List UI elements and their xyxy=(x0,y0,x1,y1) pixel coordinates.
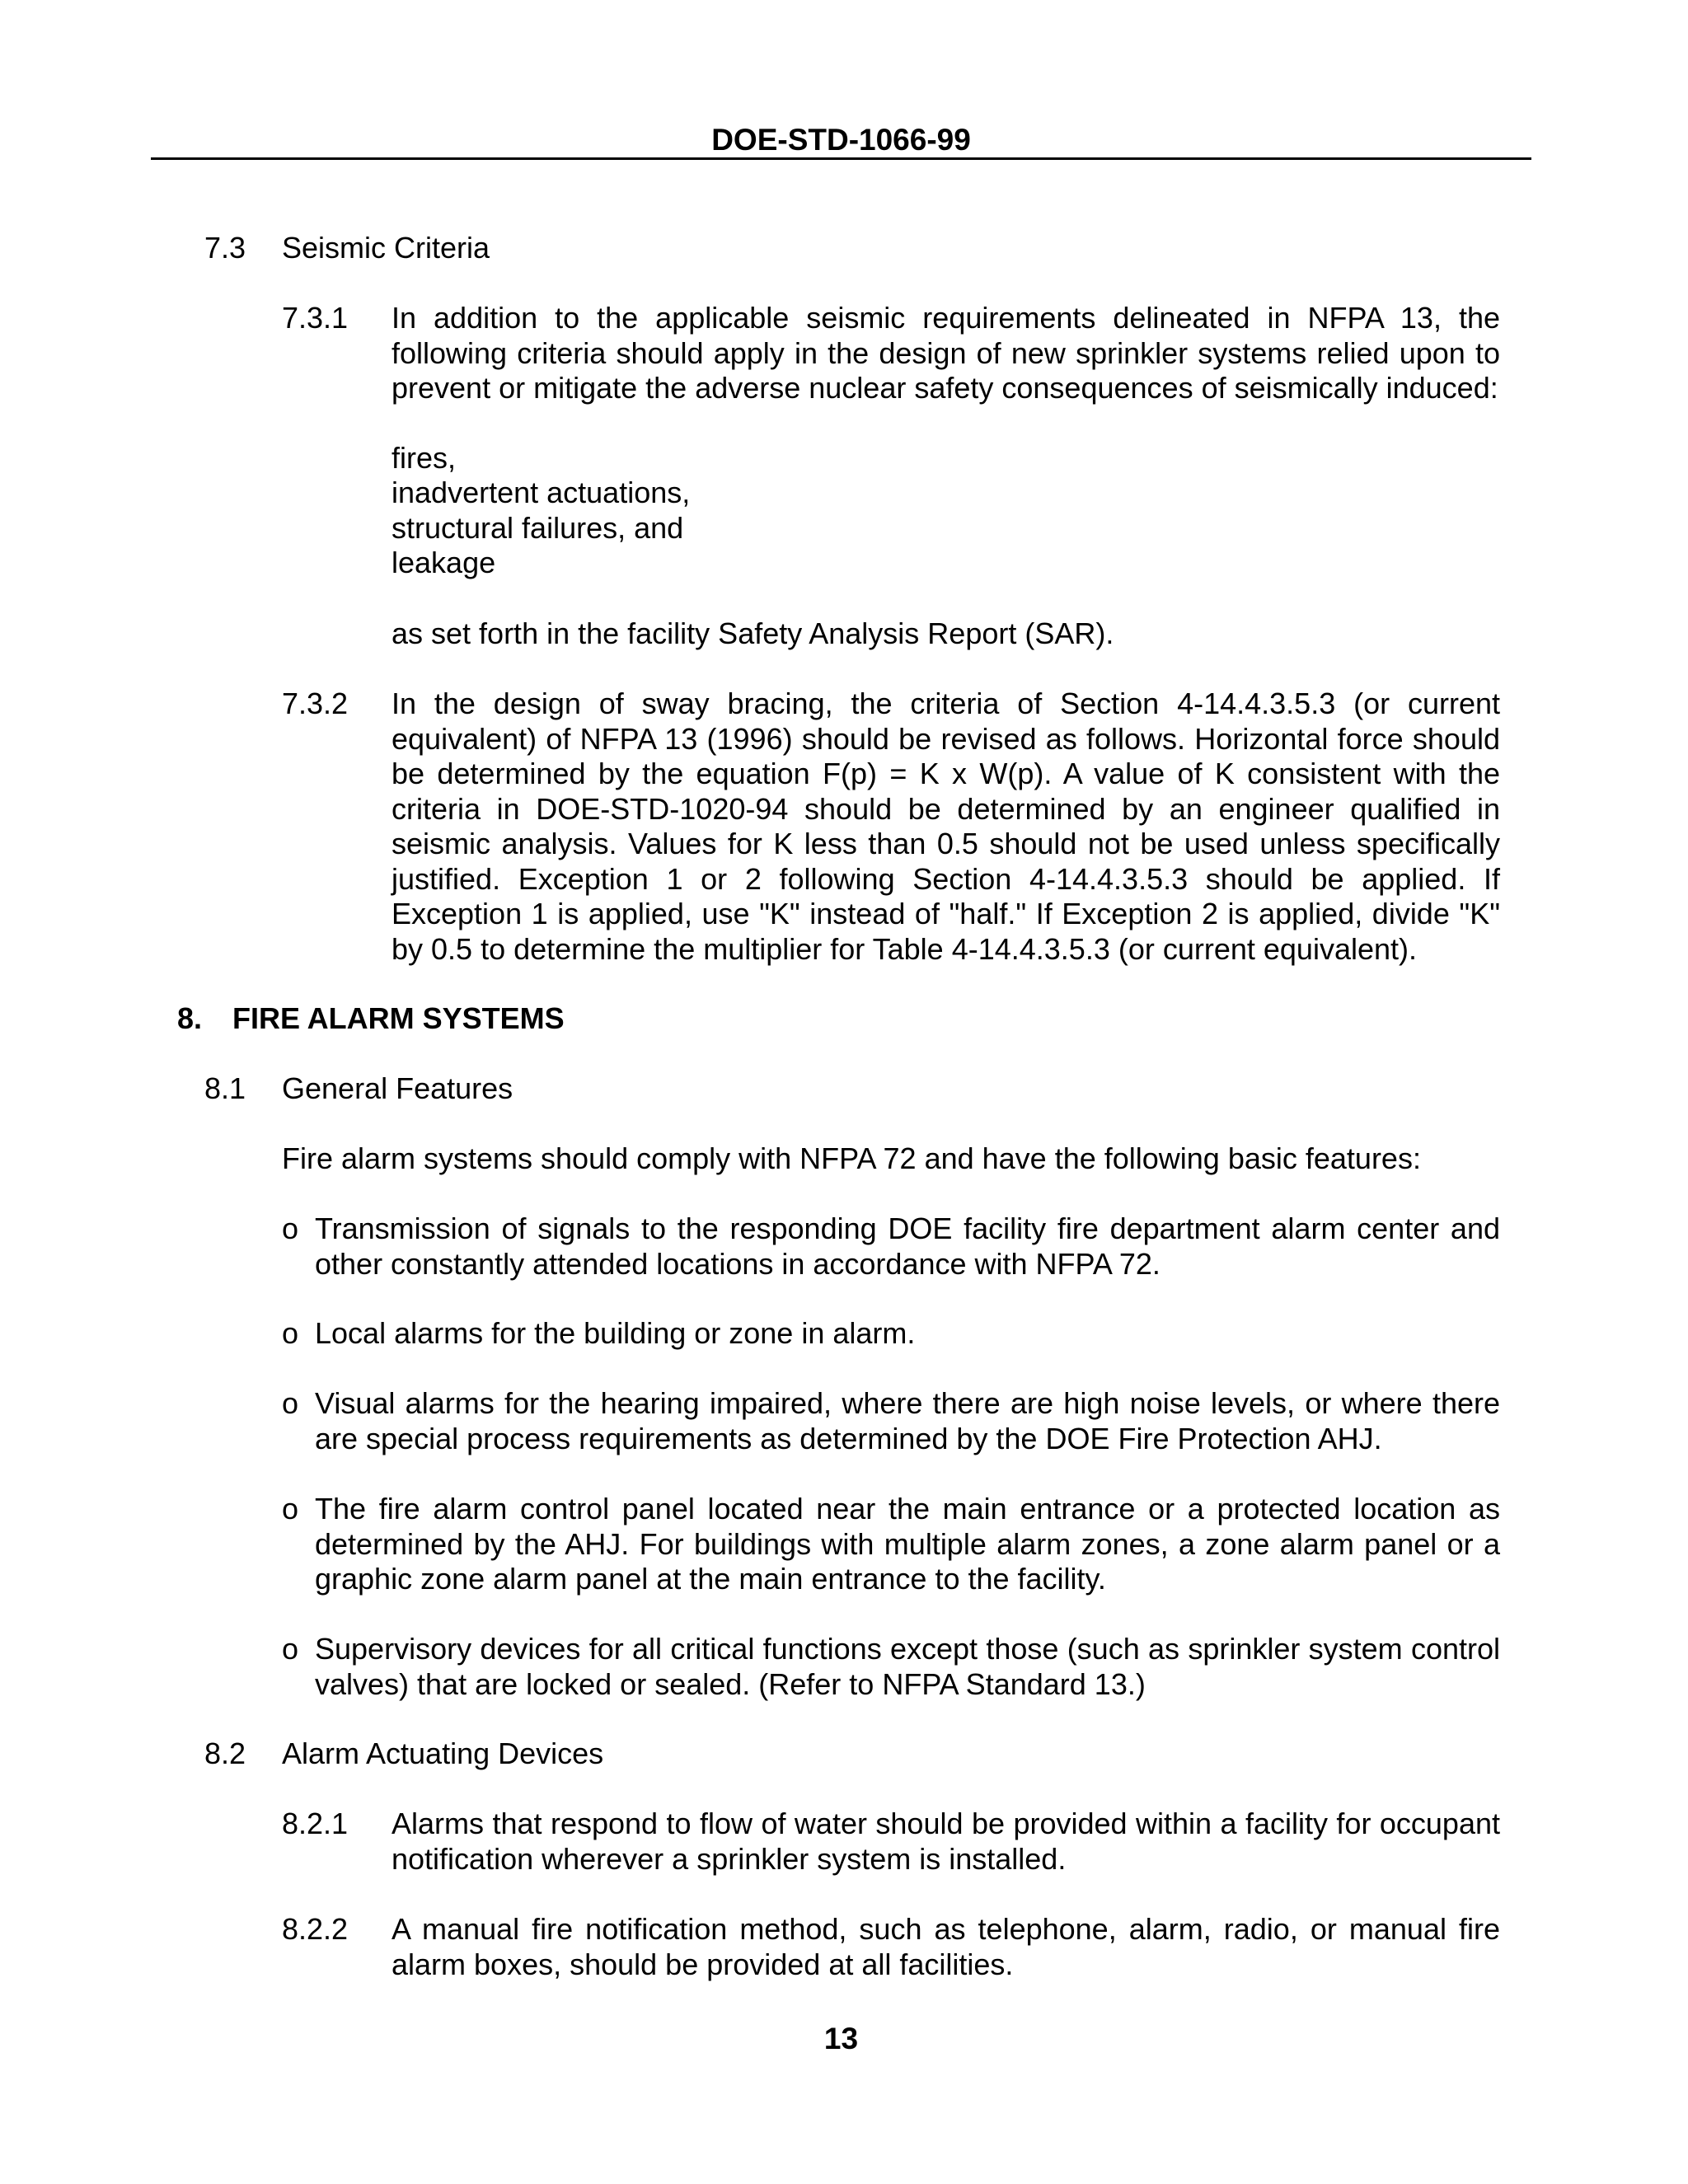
paragraph-number: 7.3.1 xyxy=(282,301,349,335)
paragraph-text: Alarms that respond to flow of water should be provided within a facility for occupant notification wherever a sprinkler system is installed. xyxy=(392,1807,1500,1876)
paragraph-text: In addition to the applicable seismic requirements delineated in NFPA 13, the following criteria should apply in the design of new sprinkler systems relied upon to prevent or mitigate the adverse nuclear safety consequences of seismically induced: xyxy=(392,301,1500,405)
section-number: 7.3 xyxy=(204,231,246,265)
paragraph-text: A manual fire notification method, such as telephone, alarm, radio, or manual fire alarm boxes, should be provided at all facilities. xyxy=(392,1912,1500,1981)
bullet-marker: o xyxy=(282,1316,299,1350)
section-title: Seismic Criteria xyxy=(282,231,490,265)
bullet-text: The fire alarm control panel located near the main entrance or a protected location as determined by the AHJ. For buildings with multiple alarm zones, a zone alarm panel or a graphic zone alarm panel at the main entrance to the facility. xyxy=(315,1492,1500,1596)
paragraph-number: 8.2.2 xyxy=(282,1912,349,1946)
bullet-text: Local alarms for the building or zone in alarm. xyxy=(315,1316,916,1350)
bullet-text: Transmission of signals to the responding DOE facility fire department alarm center and other constantly attended locations in accordance with NFPA 72. xyxy=(315,1212,1500,1281)
chapter-number: 8. xyxy=(177,1001,203,1035)
section-number: 8.2 xyxy=(204,1736,246,1770)
chapter-title: FIRE ALARM SYSTEMS xyxy=(232,1001,565,1035)
paragraph-text: In the design of sway bracing, the criteria of Section 4-14.4.3.5.3 (or current equivalent) of NFPA 13 (1996) should be revised as follows. Horizontal force should be determined by the equation F(p) = K x W(p). A value of K consistent with the criteria in DOE-STD-1020-94 should be determined by an engineer qualified in seismic analysis. Values for K less than 0.5 should not be used unless specifically justified. Exception 1 or 2 following Section 4-14.4.3.5.3 should be applied. If Exception 1 is applied, use "K" instead of "half." If Exception 2 is applied, divide "K" by 0.5 to determine the multiplier for Table 4-14.4.3.5.3 (or current equivalent). xyxy=(392,687,1500,966)
section-title: Alarm Actuating Devices xyxy=(282,1736,604,1770)
bullet-marker: o xyxy=(282,1632,299,1666)
paragraph-number: 7.3.2 xyxy=(282,687,349,720)
list-item: structural failures, and xyxy=(392,511,684,545)
page-number: 13 xyxy=(823,2022,859,2055)
section-number: 8.1 xyxy=(204,1071,246,1105)
bullet-marker: o xyxy=(282,1386,299,1420)
bullet-text: Supervisory devices for all critical functions except those (such as sprinkler system control valves) that are locked or sealed. (Refer to NFPA Standard 13.) xyxy=(315,1632,1500,1701)
list-item: inadvertent actuations, xyxy=(392,476,691,509)
list-item: fires, xyxy=(392,441,457,475)
paragraph-text: as set forth in the facility Safety Analysis Report (SAR). xyxy=(392,616,1114,650)
bullet-marker: o xyxy=(282,1492,299,1526)
section-title: General Features xyxy=(282,1071,513,1105)
list-item: leakage xyxy=(392,546,496,579)
paragraph-number: 8.2.1 xyxy=(282,1807,349,1840)
paragraph-text: Fire alarm systems should comply with NFPA 72 and have the following basic features: xyxy=(282,1141,1421,1175)
document-header: DOE-STD-1066-99 xyxy=(711,123,971,157)
bullet-marker: o xyxy=(282,1212,299,1245)
header-rule xyxy=(151,157,1531,160)
bullet-text: Visual alarms for the hearing impaired, where there are high noise levels, or where there are special process requirements as determined by the DOE Fire Protection AHJ. xyxy=(315,1386,1500,1455)
